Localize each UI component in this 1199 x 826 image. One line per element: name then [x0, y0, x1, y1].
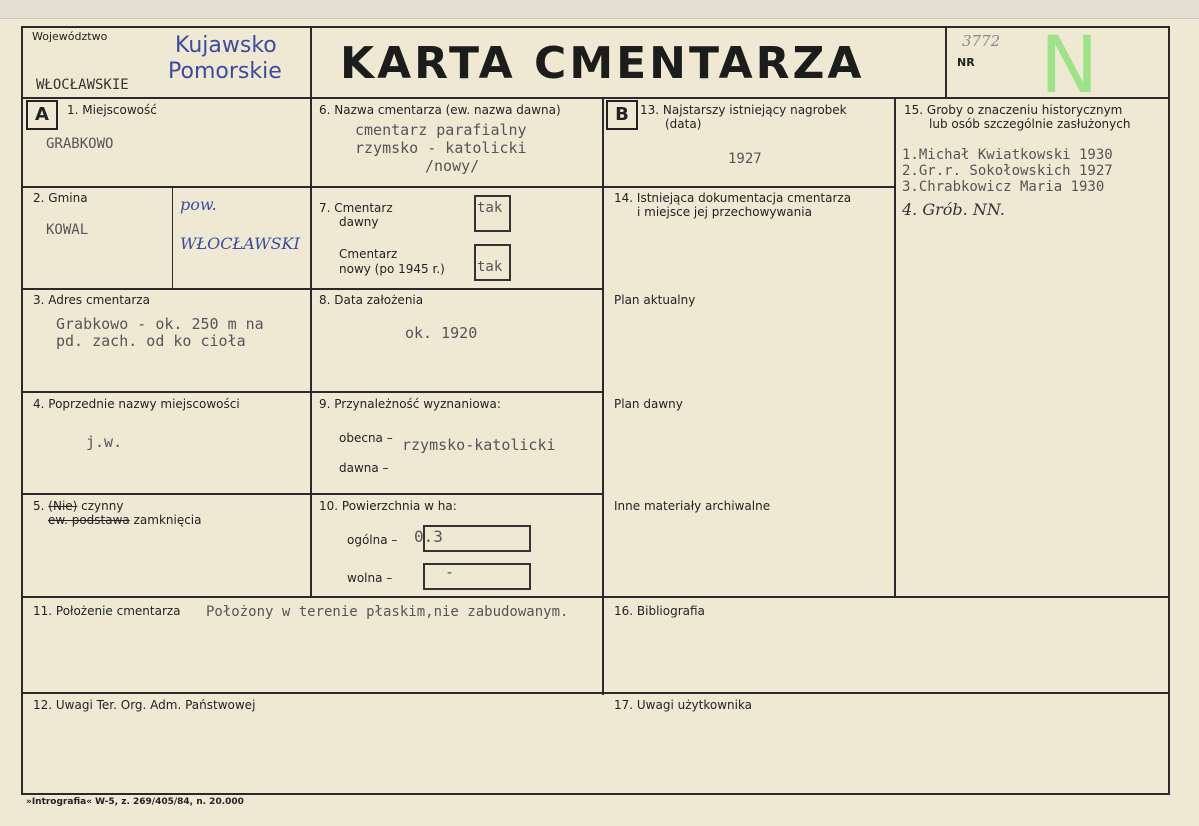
header-bottom-line [21, 97, 1170, 99]
row-line-4 [21, 493, 602, 495]
field6-value-line3: /nowy/ [425, 157, 480, 175]
stamp-line1: Kujawsko [175, 33, 277, 58]
plan-aktualny-label: Plan aktualny [614, 293, 696, 307]
grave-item-4: 4. Grób. NN. [902, 200, 1005, 219]
header-divider-2 [945, 26, 947, 98]
field11-value: Położony w terenie płaskim,nie zabudowanym. [206, 604, 569, 620]
field7-value-b: tak [477, 259, 503, 275]
inne-materialy-label: Inne materiały archiwalne [614, 499, 771, 513]
field14-label-line2: i miejsce jej przechowywania [637, 205, 812, 219]
grave-item-1: 1.Michał Kwiatkowski 1930 [902, 147, 1113, 163]
field2-value: KOWAL [46, 222, 89, 238]
col-line-1 [310, 97, 312, 597]
frame-left [21, 26, 23, 795]
row-line-2 [21, 288, 602, 290]
row-line-1 [21, 186, 602, 188]
field5-num: 5. [33, 499, 45, 513]
field16-label: 16. Bibliografia [614, 604, 705, 618]
field3-value-line1: Grabkowo - ok. 250 m na [56, 315, 264, 333]
highlight-mark: N [1040, 21, 1099, 111]
field10-wolna-label: wolna – [347, 571, 393, 585]
col-line-gmina [172, 186, 173, 289]
field10-ogolna-label: ogólna – [347, 533, 398, 547]
grave-item-3: 3.Chrabkowicz Maria 1930 [902, 179, 1105, 195]
field8-label: 8. Data założenia [319, 293, 424, 307]
field1-value: GRABKOWO [46, 136, 114, 152]
field9-obecna-label: obecna – [339, 431, 393, 445]
field4-label: 4. Poprzednie nazwy miejscowości [33, 397, 240, 411]
grave-item-2: 2.Gr.r. Sokołowskich 1927 [902, 163, 1113, 179]
field5-nie: (Nie) [48, 499, 78, 513]
field6-label: 6. Nazwa cmentarza (ew. nazwa dawna) [319, 103, 561, 117]
field8-value: ok. 1920 [405, 324, 478, 342]
field1-label: 1. Miejscowość [67, 103, 157, 117]
field5-sub-rest: zamknięcia [129, 513, 202, 527]
field15-label-line1: 15. Groby o znaczeniu historycznym [904, 103, 1123, 117]
field13-value: 1927 [728, 151, 762, 167]
field5-sub [48, 513, 202, 527]
field3-value-line2: pd. zach. od ko cioła [56, 332, 246, 350]
field9-dawna-label: dawna – [339, 461, 389, 475]
top-strip [0, 0, 1199, 19]
col-line-3 [894, 97, 896, 597]
nr-label: NR [957, 56, 975, 69]
plan-dawny-label: Plan dawny [614, 397, 683, 411]
field10-label: 10. Powierzchnia w ha: [319, 499, 457, 513]
field9-label: 9. Przynależność wyznaniowa: [319, 397, 501, 411]
field5-suffix: czynny [77, 499, 124, 513]
field5-sub-ew: ew. podstawa [48, 513, 130, 527]
field10-wolna-box [423, 563, 531, 590]
frame-right [1168, 26, 1170, 795]
field13-label-line1: 13. Najstarszy istniejący nagrobek [640, 103, 847, 117]
powiat-value: WŁOCŁAWSKI [180, 234, 300, 253]
field10-wolna-value: - [445, 563, 455, 581]
field4-value: j.w. [86, 433, 123, 451]
stamp-line2: Pomorskie [168, 59, 282, 84]
field15-label-line2: lub osób szczególnie zasłużonych [929, 117, 1131, 131]
field7-label-b2: nowy (po 1945 r.) [339, 262, 445, 276]
powiat-label: pow. [180, 195, 217, 214]
field13-label-line2: (data) [665, 117, 702, 131]
nr-value: 3772 [962, 32, 1001, 50]
field2-label: 2. Gmina [33, 191, 88, 205]
row-line-3 [21, 391, 602, 393]
field17-label: 17. Uwagi użytkownika [614, 698, 753, 712]
frame-bottom [21, 793, 1170, 795]
field7-value-a: tak [477, 200, 503, 216]
field11-label: 11. Położenie cmentarza [33, 604, 181, 618]
field3-label: 3. Adres cmentarza [33, 293, 150, 307]
field10-ogolna-value: 0.3 [414, 527, 443, 546]
section-b-letter: B [606, 100, 638, 130]
field7-label-a1: 7. Cmentarz [319, 201, 393, 215]
field6-value-line1: cmentarz parafialny [355, 121, 527, 139]
wojewodztwo-label: Województwo [32, 30, 108, 43]
field5-label [33, 499, 123, 513]
row-line-6 [21, 692, 1170, 694]
field7-label-b1: Cmentarz [339, 247, 398, 261]
field14-label-line1: 14. Istniejąca dokumentacja cmentarza [614, 191, 852, 205]
wojewodztwo-value: WŁOCŁAWSKIE [36, 77, 129, 93]
footer-print-info: »Intrografia« W-5, z. 269/405/84, n. 20.000 [26, 797, 244, 807]
header-divider-1 [310, 26, 312, 98]
frame-top [21, 26, 1170, 28]
field12-label: 12. Uwagi Ter. Org. Adm. Państwowej [33, 698, 256, 712]
card-title: KARTA CMENTARZA [340, 38, 865, 89]
field6-value-line2: rzymsko - katolicki [355, 139, 527, 157]
field7-label-a2: dawny [339, 215, 379, 229]
field9-obecna-value: rzymsko-katolicki [402, 436, 556, 454]
row-line-5 [21, 596, 1170, 598]
section-a-letter: A [26, 100, 58, 130]
row-line-b1 [602, 186, 894, 188]
